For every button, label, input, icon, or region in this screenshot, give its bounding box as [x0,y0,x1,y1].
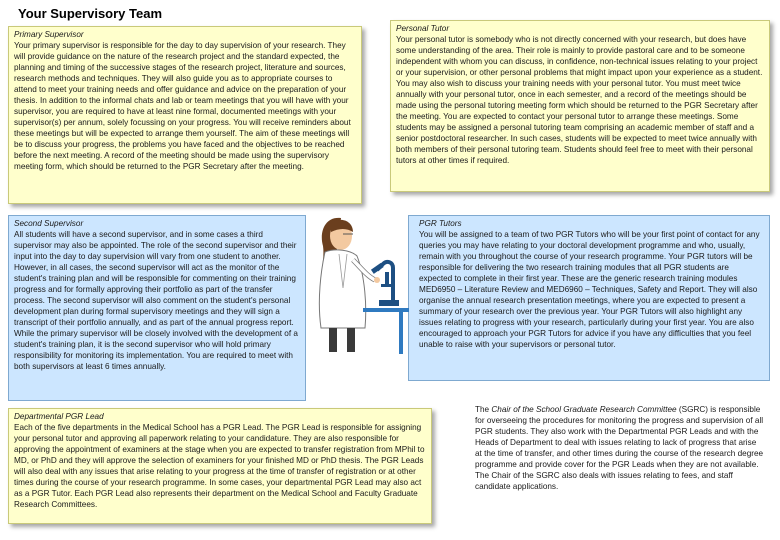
scientist-microscope-illustration [295,210,410,358]
departmental-lead-heading: Departmental PGR Lead [14,412,104,421]
departmental-lead-box [8,408,432,524]
sgrc-box [470,402,770,520]
sgrc-chair-title: Chair of the School Graduate Research Committee [491,405,677,414]
second-supervisor-heading: Second Supervisor [14,219,84,228]
personal-tutor-heading: Personal Tutor [396,24,450,33]
second-supervisor-text: All students will have a second supervisor, and in some cases a third supervisor may also be appointed. The role of the second supervisor and their input into the day to day supervision will vary from one student to another. However, in all cases, the second supervisor will act as the monitor of the student's training plan and will be responsible for commenting on their training progress and for formally approving their portfolio as part of the transfer process. The second supervisor will also comment on the student's personal development plan during formal supervisory meetings and they will sign a transcript of their portfolio annually, and as part of the annual progress report. While the primary supervisor will be closely involved with the development of a student's training plan, it is the second supervisor who will hold primary responsibility for monitoring its implementation. You are required to meet with both supervisors at least 6 times annually. [14,229,298,371]
page-title: Your Supervisory Team [18,6,163,21]
personal-tutor-text: Your personal tutor is somebody who is not directly concerned with your research, but does have some understanding of the area. Their role is mainly to provide pastoral care and to be someone independent with whom you can discuss, in confidence, non-technical issues relating to your project or your supervision, or other personal problems that might impact upon your experience as a student. You may also wish to discuss your training needs with your personal tutor. You must meet twice annually with your personal tutor, once in each semester, and a record of the meetings should be made using the personal tutoring meeting form which should be returned to the PGR Secretary after the meeting. You are expected to contact your personal tutor to arrange these meetings. Some students may be assigned a personal tutoring team comprising an academic member of staff and a senior postdoctoral researcher. In such cases, students will be expected to meet twice annually with both members of their personal tutoring team. Students should feel free to meet with their personal tutors at other times if required. [396,34,763,165]
sgrc-prefix: The [475,405,492,414]
primary-supervisor-box [8,26,362,204]
primary-supervisor-text: Your primary supervisor is responsible for the day to day supervision of your research. They will provide guidance on the nature of the research project and the standard expected, the planning and timing of the successive stages of the research project, literature and sources, research methods and techniques. They will also guide you as to appropriate courses to attend to meet your training needs and offer guidance and advice on the preparation of your thesis. In addition to the informal chats and lab or team meetings that you will have with your supervisor, you are required to have at least nine formal, documented meetings with your supervisor(s) per annum, solely focussing on your progress. You will receive reminders about these meetings but will be expected to arrange them yourself. The aim of these meetings will be to discuss your progress, the problems you have faced and the objectives to be reached before the next meeting. A record of the meeting should be made using the supervisory meeting form, which should be returned to the PGR Secretary after the meeting. [14,40,351,171]
departmental-lead-text: Each of the five departments in the Medical School has a PGR Lead. The PGR Lead is responsible for assigning your personal tutor and approving all paperwork relating to your candidature. They are also responsible for approving the appointment of examiners at the stage when you are expected to transfer registration from MPhil to MD, or PhD and they will approve the selection of examiners for your finished MD or PhD thesis. The PGR Leads will also deal with any issues that arise relating to your progress at the time of transfer of registration or at other times during the course of your research programme. In some cases, your departmental PGR Lead may also act as a PGR Tutor. Each PGR Lead also represents their department on the Medical School and Faculty Graduate Research Committees. [14,422,425,509]
pgr-tutors-text: You will be assigned to a team of two PGR Tutors who will be your first point of contact for any queries you may have relating to your doctoral development programme and who, usually, remain with you throughout the course of your research programme. Your PGR tutors will be responsible for delivering the two research training modules that all PGR students are expected to complete in their first year. These are the generic research training modules MED6950 – Literature Review and MED6960 – Techniques, Safety and Report. They will also organise the annual research presentation meetings, where you are expected to present a summary of your research over the previous year. Your PGR Tutors will also highlight any issues relating to progress with your research, particularly during your first year. You are also encouraged to approach your PGR Tutors for advice if you have any difficulties that you feel unable to raise with your supervisors or personal tutor. [419,229,760,349]
second-supervisor-box [8,215,306,401]
primary-supervisor-heading: Primary Supervisor [14,30,84,39]
personal-tutor-box [390,20,770,192]
pgr-tutors-heading: PGR Tutors [419,219,462,228]
pgr-tutors-box [408,215,770,381]
sgrc-text: (SGRC) is responsible for overseeing the procedures for monitoring the progress and supervision of all PGR students. They also work with the Departmental PGR Leads and with the Heads of Department to deal with issues relating to lack of progress that arise at the time of transfer, and other times during the course of the research degree programme and provide cover for the PGR Leads when they are not available. The Chair of the SGRC also deals with issues relating to fees, and staff candidate applications. [475,405,764,491]
